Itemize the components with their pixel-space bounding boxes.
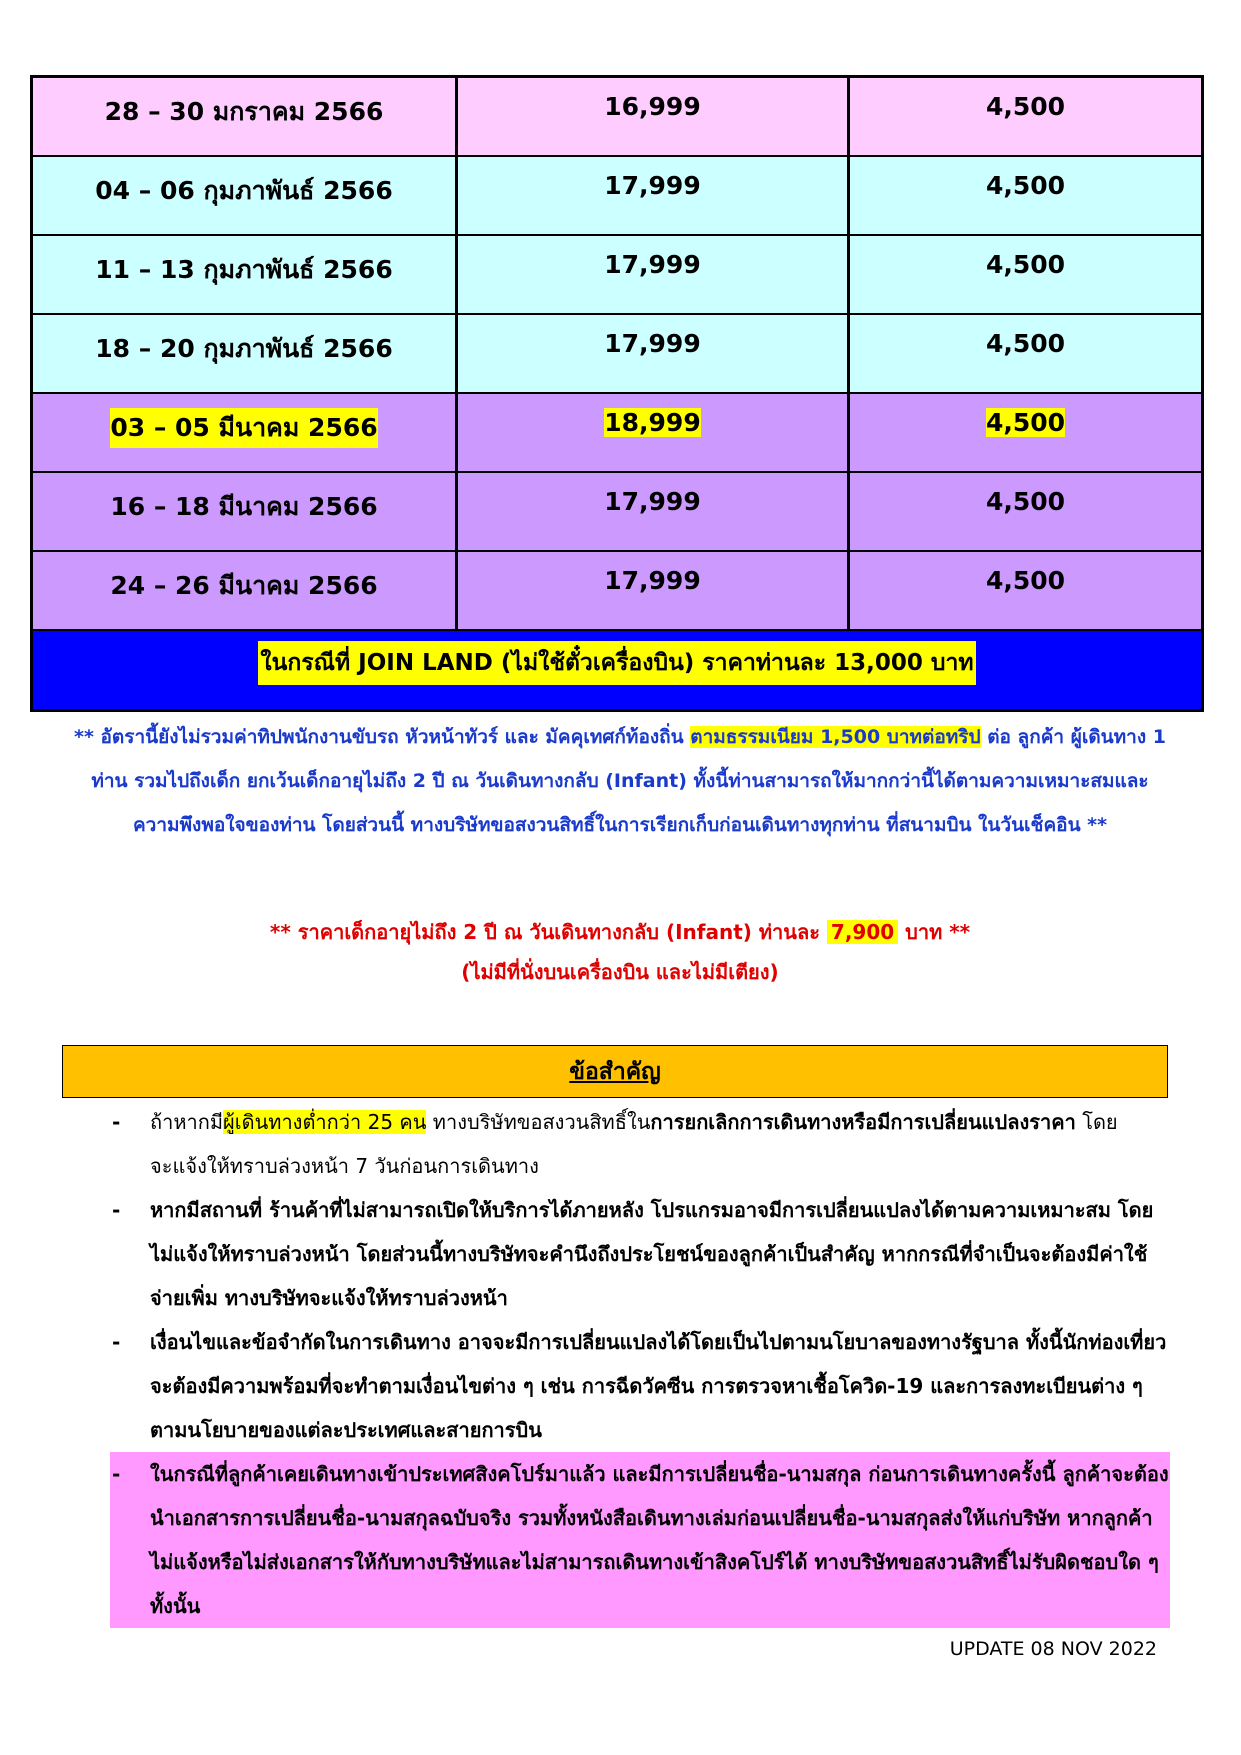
table-row (33, 394, 1201, 473)
min-travelers-highlight: ผู้เดินทางต่ำกว่า 25 คน (223, 1110, 427, 1134)
date-cell: 18 – 20 กุมภาพันธ์ 2566 (33, 315, 458, 392)
date-cell: 28 – 30 มกราคม 2566 (33, 78, 458, 155)
update-date: UPDATE 08 NOV 2022 (949, 1638, 1157, 1660)
price-cell: 17,999 (458, 236, 850, 313)
bullet-dash: - (112, 1110, 121, 1134)
single-cell: 4,500 (985, 329, 1066, 358)
list-item: - ถ้าหากมีผู้เดินทางต่ำกว่า 25 คน ทางบริษัทขอสงวนสิทธิ์ในการยกเลิกการเดินทางหรือมีการเปลี่ยนแปลงราคา โดยจะแจ้งให้ทราบล่วงหน้า 7 วันก่อนการเดินทาง (110, 1100, 1170, 1188)
price-cell: 16,999 (458, 78, 850, 155)
list-item: - เงื่อนไขและข้อจำกัดในการเดินทาง อาจจะมีการเปลี่ยนแปลงได้โดยเป็นไปตามนโยบาลของทางรัฐบาล ทั้งนี้นักท่องเที่ยวจะต้องมีความพร้อมที่จะทำตามเงื่อนไขต่าง ๆ เช่น การฉีดวัคซีน การตรวจหาเชื้อโควิด-19 และการลงทะเบียนต่าง ๆตามนโยบายของแต่ละประเทศและสายการบิน (110, 1320, 1170, 1452)
important-list (110, 1100, 1170, 1628)
date-cell: 04 – 06 กุมภาพันธ์ 2566 (33, 157, 458, 234)
single-cell: 4,500 (985, 566, 1066, 595)
price-cell: 17,999 (458, 315, 850, 392)
join-land-row (33, 631, 1201, 709)
bullet-dash: - (112, 1330, 121, 1354)
infant-seat-line: (ไม่มีที่นั่งบนเครื่องบิน และไม่มีเตียง) (461, 960, 779, 984)
tip-note: ** อัตรานี้ยังไม่รวมค่าทิปพนักงานขับรถ หัวหน้าทัวร์ และ มัคคุเทศก์ท้องถิ่น ตามธรรมเนียม 1,500 บาทต่อทริป ต่อ ลูกค้า ผู้เดินทาง 1 ท่าน รวมไปถึงเด็ก ยกเว้นเด็กอายุไม่ถึง 2 ปี ณ วันเดินทางกลับ (Infant) ทั้งนี้ท่านสามารถให้มากกว่านี้ได้ตามความเหมาะสมและความพึงพอใจของท่าน โดยส่วนนี้ ทางบริษัทขอสงวนสิทธิ์ในการเรียกเก็บก่อนเดินทางทุกท่าน ที่สนามบิน ในวันเช็คอิน ** (74, 726, 1166, 836)
date-cell: 16 – 18 มีนาคม 2566 (33, 473, 458, 550)
list-item: - หากมีสถานที่ ร้านค้าที่ไม่สามารถเปิดให้บริการได้ภายหลัง โปรแกรมอาจมีการเปลี่ยนแปลงได้ตามความเหมาะสม โดยไม่แจ้งให้ทราบล่วงหน้า โดยส่วนนี้ทางบริษัทจะคำนึงถึงประโยชน์ของลูกค้าเป็นสำคัญ หากกรณีที่จำเป็นจะต้องมีค่าใช้จ่ายเพิ่ม ทางบริษัทจะแจ้งให้ทราบล่วงหน้า (110, 1188, 1170, 1320)
single-cell: 4,500 (985, 171, 1066, 200)
join-land-text: ในกรณีที่ JOIN LAND (ไม่ใช้ตั๋วเครื่องบิน) ราคาท่านละ 13,000 บาท (258, 641, 975, 685)
infant-price: 7,900 (827, 920, 898, 944)
price-cell: 17,999 (458, 157, 850, 234)
price-table (30, 75, 1204, 712)
table-row (33, 552, 1201, 631)
date-cell: 11 – 13 กุมภาพันธ์ 2566 (33, 236, 458, 313)
date-cell: 24 – 26 มีนาคม 2566 (33, 552, 458, 629)
table-row (33, 157, 1201, 236)
single-cell: 4,500 (985, 92, 1066, 121)
bullet-dash: - (112, 1198, 121, 1222)
table-row (33, 78, 1201, 157)
list-item: - ในกรณีที่ลูกค้าเคยเดินทางเข้าประเทศสิงคโปร์มาแล้ว และมีการเปลี่ยนชื่อ-นามสกุล ก่อนการเดินทางครั้งนี้ ลูกค้าจะต้องนำเอกสารการเปลี่ยนชื่อ-นามสกุลฉบับจริง รวมทั้งหนังสือเดินทางเล่มก่อนเปลี่ยนชื่อ-นามสกุลส่งให้แก่บริษัท หากลูกค้าไม่แจ้งหรือไม่ส่งเอกสารให้กับทางบริษัทและไม่สามารถเดินทางเข้าสิงคโปร์ได้ ทางบริษัทขอสงวนสิทธิ์ไม่รับผิดชอบใด ๆทั้งนั้น (110, 1452, 1170, 1628)
single-cell: 4,500 (985, 487, 1066, 516)
table-row (33, 315, 1201, 394)
single-cell: 4,500 (985, 408, 1066, 437)
price-cell: 17,999 (458, 552, 850, 629)
date-cell: 03 – 05 มีนาคม 2566 (33, 394, 458, 471)
price-cell: 17,999 (458, 473, 850, 550)
price-cell: 18,999 (458, 394, 850, 471)
important-heading: ข้อสำคัญ (62, 1045, 1168, 1098)
table-row (33, 473, 1201, 552)
tip-highlight: ตามธรรมเนียม 1,500 บาทต่อทริป (690, 726, 981, 748)
single-cell: 4,500 (985, 250, 1066, 279)
infant-price-line: ** ราคาเด็กอายุไม่ถึง 2 ปี ณ วันเดินทางกลับ (Infant) ท่านละ 7,900 บาท ** (269, 920, 971, 944)
infant-note (70, 912, 1170, 992)
bullet-dash: - (112, 1462, 121, 1486)
table-row (33, 236, 1201, 315)
